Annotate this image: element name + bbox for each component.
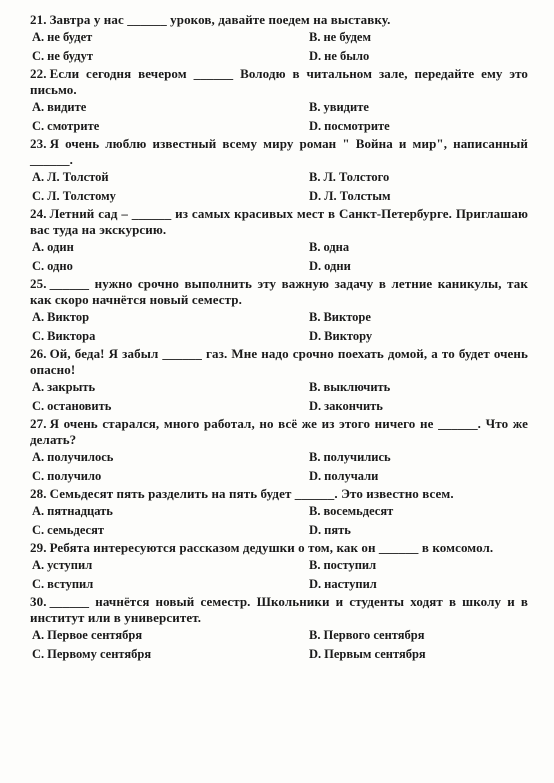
- option-letter: A.: [32, 628, 45, 642]
- option-text: Первое сентября: [47, 628, 143, 642]
- option-letter: C.: [32, 523, 45, 537]
- option-text: смотрите: [47, 119, 100, 133]
- answer-option[interactable]: [309, 645, 528, 664]
- option-text: пять: [324, 523, 351, 537]
- option-text: наступил: [324, 577, 377, 591]
- answer-option[interactable]: [309, 117, 528, 136]
- question-list: [30, 12, 528, 664]
- option-letter: D.: [309, 329, 322, 343]
- question-stem: [30, 346, 528, 378]
- option-letter: A.: [32, 170, 45, 184]
- answer-option[interactable]: [309, 257, 528, 276]
- answer-option[interactable]: [309, 28, 528, 47]
- option-text: Викторе: [323, 310, 371, 324]
- answer-option[interactable]: [32, 378, 309, 397]
- answer-option[interactable]: [32, 257, 309, 276]
- option-letter: A.: [32, 240, 45, 254]
- answer-option[interactable]: [309, 556, 528, 575]
- option-text: увидите: [323, 100, 369, 114]
- option-text: не будет: [47, 30, 93, 44]
- option-text: вступил: [47, 577, 94, 591]
- option-letter: C.: [32, 259, 45, 273]
- option-text: закрыть: [47, 380, 96, 394]
- question-stem: [30, 486, 528, 502]
- question-stem: [30, 416, 528, 448]
- answer-option[interactable]: [309, 308, 528, 327]
- option-text: закончить: [324, 399, 383, 413]
- answer-options: [30, 308, 528, 346]
- question-stem: [30, 540, 528, 556]
- question-text: ______ начнётся новый семестр. Школьники и студенты ходят в школу и в институт или в университет.: [30, 594, 528, 625]
- answer-options: [30, 28, 528, 66]
- question-text: Летний сад – ______ из самых красивых мест в Санкт-Петербурге. Приглашаю вас туда на экскурсию.: [30, 206, 528, 237]
- question-number: 26.: [30, 346, 47, 361]
- option-text: Виктор: [47, 310, 90, 324]
- option-letter: C.: [32, 577, 45, 591]
- question-number: 25.: [30, 276, 47, 291]
- option-text: не будут: [47, 49, 93, 63]
- answer-options: [30, 448, 528, 486]
- option-text: видите: [47, 100, 87, 114]
- answer-option[interactable]: [309, 98, 528, 117]
- question-stem: [30, 66, 528, 98]
- answer-options: [30, 626, 528, 664]
- option-letter: D.: [309, 399, 322, 413]
- question-stem: [30, 206, 528, 238]
- question: [30, 594, 528, 664]
- answer-option[interactable]: [32, 502, 309, 521]
- option-text: уступил: [47, 558, 93, 572]
- option-text: Первым сентября: [324, 647, 426, 661]
- question-text: ______ нужно срочно выполнить эту важную задачу в летние каникулы, так как скоро начнётся новый семестр.: [30, 276, 528, 307]
- option-letter: A.: [32, 30, 45, 44]
- answer-option[interactable]: [32, 645, 309, 664]
- question-number: 27.: [30, 416, 47, 431]
- question-stem: [30, 594, 528, 626]
- question-text: Я очень люблю известный всему миру роман " Война и мир", написанный ______.: [30, 136, 528, 167]
- option-text: одна: [323, 240, 350, 254]
- answer-options: [30, 98, 528, 136]
- option-letter: A.: [32, 310, 45, 324]
- question-text: Если сегодня вечером ______ Володю в читальном зале, передайте ему это письмо.: [30, 66, 528, 97]
- answer-option[interactable]: [309, 327, 528, 346]
- option-text: Л. Толстого: [323, 170, 390, 184]
- option-letter: D.: [309, 647, 322, 661]
- answer-option[interactable]: [309, 168, 528, 187]
- answer-options: [30, 556, 528, 594]
- answer-option[interactable]: [309, 502, 528, 521]
- option-text: Первого сентября: [323, 628, 425, 642]
- option-text: поступил: [323, 558, 377, 572]
- answer-option[interactable]: [32, 521, 309, 540]
- question-text: Семьдесят пять разделить на пять будет ______. Это известно всем.: [49, 486, 454, 501]
- option-text: не было: [324, 49, 370, 63]
- answer-option[interactable]: [32, 117, 309, 136]
- option-text: пятнадцать: [47, 504, 113, 518]
- question-number: 29.: [30, 540, 47, 555]
- option-text: одно: [47, 259, 73, 273]
- question-text: Ребята интересуются рассказом дедушки о том, как он ______ в комсомол.: [49, 540, 494, 555]
- answer-option[interactable]: [32, 47, 309, 66]
- answer-option[interactable]: [309, 467, 528, 486]
- option-text: восемьдесят: [323, 504, 394, 518]
- question-number: 23.: [30, 136, 47, 151]
- option-letter: D.: [309, 119, 322, 133]
- option-text: Л. Толстому: [47, 189, 116, 203]
- question-text: Завтра у нас ______ уроков, давайте поедем на выставку.: [49, 12, 391, 27]
- question: [30, 540, 528, 594]
- answer-options: [30, 168, 528, 206]
- question-text: Я очень старался, много работал, но всё же из этого ничего не ______. Что же делать?: [30, 416, 528, 447]
- answer-option[interactable]: [32, 187, 309, 206]
- answer-option[interactable]: [32, 397, 309, 416]
- answer-option[interactable]: [32, 308, 309, 327]
- option-letter: A.: [32, 450, 45, 464]
- option-letter: C.: [32, 329, 45, 343]
- answer-option[interactable]: [309, 187, 528, 206]
- option-text: получились: [323, 450, 391, 464]
- option-letter: B.: [309, 30, 321, 44]
- option-text: Л. Толстым: [324, 189, 391, 203]
- option-text: один: [47, 240, 74, 254]
- question: [30, 416, 528, 486]
- option-text: получилось: [47, 450, 114, 464]
- option-text: Виктору: [324, 329, 373, 343]
- option-letter: B.: [309, 504, 321, 518]
- option-letter: A.: [32, 504, 45, 518]
- option-letter: B.: [309, 380, 321, 394]
- answer-option[interactable]: [32, 168, 309, 187]
- answer-option[interactable]: [32, 28, 309, 47]
- answer-option[interactable]: [32, 448, 309, 467]
- option-letter: D.: [309, 49, 322, 63]
- answer-option[interactable]: [32, 556, 309, 575]
- answer-option[interactable]: [32, 626, 309, 645]
- answer-option[interactable]: [309, 47, 528, 66]
- question-number: 28.: [30, 486, 47, 501]
- answer-options: [30, 378, 528, 416]
- answer-options: [30, 238, 528, 276]
- option-letter: B.: [309, 170, 321, 184]
- question-number: 22.: [30, 66, 47, 81]
- option-letter: C.: [32, 49, 45, 63]
- option-letter: D.: [309, 259, 322, 273]
- question: [30, 486, 528, 540]
- question: [30, 12, 528, 66]
- answer-options: [30, 502, 528, 540]
- option-letter: D.: [309, 189, 322, 203]
- question-stem: [30, 136, 528, 168]
- option-letter: B.: [309, 450, 321, 464]
- answer-option[interactable]: [32, 327, 309, 346]
- option-letter: C.: [32, 399, 45, 413]
- answer-option[interactable]: [309, 521, 528, 540]
- question: [30, 206, 528, 276]
- option-letter: A.: [32, 100, 45, 114]
- option-letter: B.: [309, 628, 321, 642]
- question: [30, 66, 528, 136]
- option-text: семьдесят: [47, 523, 105, 537]
- question-stem: [30, 12, 528, 28]
- option-text: не будем: [323, 30, 371, 44]
- option-text: выключить: [323, 380, 391, 394]
- question-text: Ой, беда! Я забыл ______ газ. Мне надо срочно поехать домой, а то будет очень опасно!: [30, 346, 528, 377]
- option-letter: B.: [309, 558, 321, 572]
- question: [30, 346, 528, 416]
- question-number: 24.: [30, 206, 47, 221]
- question-number: 21.: [30, 12, 47, 27]
- question-number: 30.: [30, 594, 47, 609]
- option-letter: B.: [309, 310, 321, 324]
- question: [30, 136, 528, 206]
- option-letter: D.: [309, 523, 322, 537]
- question-stem: [30, 276, 528, 308]
- question: [30, 276, 528, 346]
- option-text: получали: [324, 469, 379, 483]
- answer-option[interactable]: [309, 626, 528, 645]
- option-letter: C.: [32, 119, 45, 133]
- option-letter: C.: [32, 469, 45, 483]
- answer-option[interactable]: [32, 467, 309, 486]
- answer-option[interactable]: [309, 378, 528, 397]
- option-letter: D.: [309, 577, 322, 591]
- answer-option[interactable]: [32, 238, 309, 257]
- option-letter: C.: [32, 189, 45, 203]
- option-text: Л. Толстой: [47, 170, 109, 184]
- answer-option[interactable]: [32, 98, 309, 117]
- option-letter: D.: [309, 469, 322, 483]
- option-letter: A.: [32, 558, 45, 572]
- option-letter: C.: [32, 647, 45, 661]
- option-text: посмотрите: [324, 119, 390, 133]
- option-text: Виктора: [47, 329, 96, 343]
- answer-option[interactable]: [309, 238, 528, 257]
- option-text: остановить: [47, 399, 112, 413]
- option-text: одни: [324, 259, 351, 273]
- answer-option[interactable]: [32, 575, 309, 594]
- answer-option[interactable]: [309, 575, 528, 594]
- option-text: получило: [47, 469, 102, 483]
- option-text: Первому сентября: [47, 647, 152, 661]
- option-letter: B.: [309, 100, 321, 114]
- option-letter: B.: [309, 240, 321, 254]
- answer-option[interactable]: [309, 397, 528, 416]
- option-letter: A.: [32, 380, 45, 394]
- answer-option[interactable]: [309, 448, 528, 467]
